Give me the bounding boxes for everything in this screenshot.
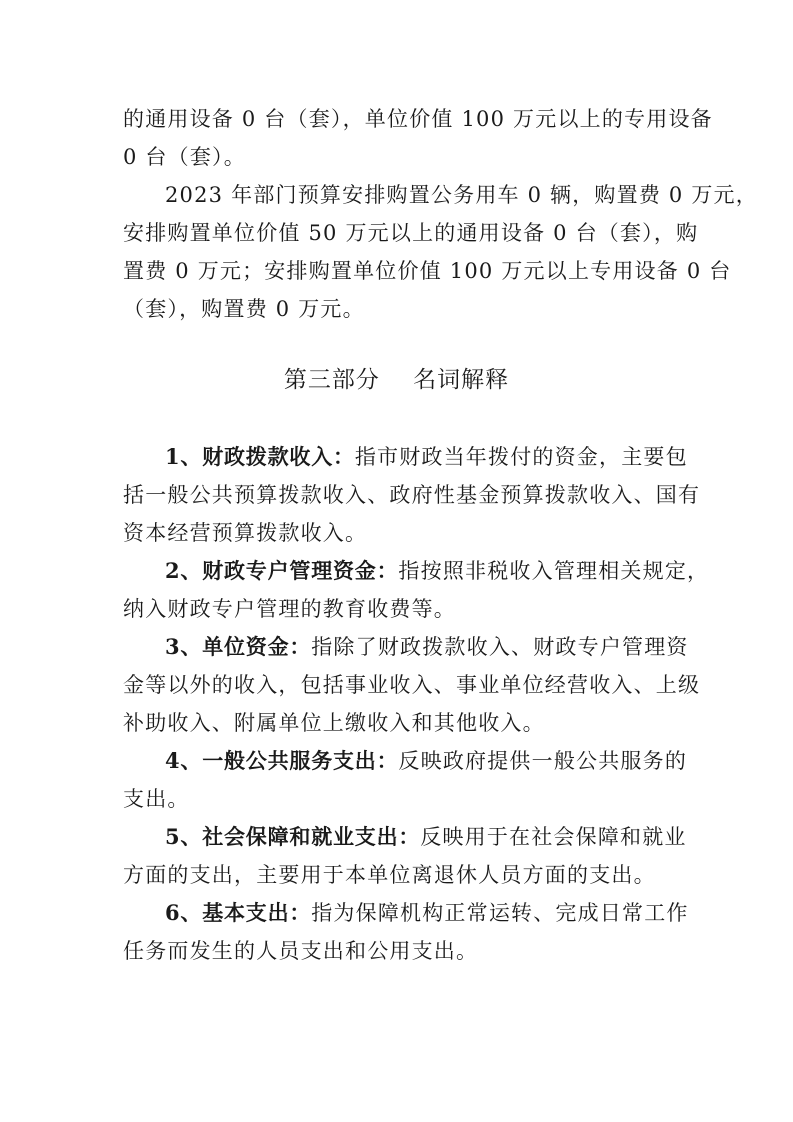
term-5-definition: 反映用于在社会保障和就业 [420,825,687,849]
intro-line-6: （套），购置费 0 万元。 [123,297,365,321]
term-2-line-1 [165,556,710,586]
intro-line-1: 的通用设备 0 台（套），单位价值 100 万元以上的专用设备 [123,107,713,131]
intro-line-2: 0 台（套）。 [123,145,246,169]
term-6-definition: 指为保障机构正常运转、完成日常工作 [311,901,689,925]
term-4-line-2: 支出。 [123,787,190,811]
term-2-line-2: 纳入财政专户管理的教育收费等。 [123,597,456,621]
section-title: 第三部分 名词解释 [283,367,510,393]
term-4-line-1 [165,746,688,776]
term-4-title: 4、一般公共服务支出： [165,748,399,773]
term-5-title: 5、社会保障和就业支出： [165,824,421,849]
term-5-line-1 [165,822,687,852]
term-2-definition: 指按照非税收入管理相关规定， [398,559,710,583]
term-3-title: 3、单位资金： [165,634,312,659]
term-3-definition: 指除了财政拨款收入、财政专户管理资 [311,635,689,659]
term-3-line-1 [165,632,689,662]
intro-line-5: 置费 0 万元；安排购置单位价值 100 万元以上专用设备 0 台 [123,259,732,283]
term-4-definition: 反映政府提供一般公共服务的 [398,749,688,773]
term-1-title: 1、财政拨款收入： [165,444,355,469]
intro-line-4: 安排购置单位价值 50 万元以上的通用设备 0 台（套），购 [123,221,699,245]
term-1-definition: 指市财政当年拨付的资金，主要包 [354,445,688,469]
term-6-line-2: 任务而发生的人员支出和公用支出。 [123,939,479,963]
term-6-line-1 [165,898,689,928]
term-1-line-3: 资本经营预算拨款收入。 [123,521,368,545]
term-1-line-2: 括一般公共预算拨款收入、政府性基金预算拨款收入、国有 [123,483,701,507]
term-2-title: 2、财政专户管理资金： [165,558,399,583]
term-5-line-2: 方面的支出，主要用于本单位离退休人员方面的支出。 [123,863,656,887]
intro-line-3: 2023 年部门预算安排购置公务用车 0 辆，购置费 0 万元， [165,183,758,207]
term-3-line-2: 金等以外的收入，包括事业收入、事业单位经营收入、上级 [123,673,701,697]
term-1-line-1 [165,442,688,472]
term-6-title: 6、基本支出： [165,900,312,925]
term-3-line-3: 补助收入、附属单位上缴收入和其他收入。 [123,711,545,735]
